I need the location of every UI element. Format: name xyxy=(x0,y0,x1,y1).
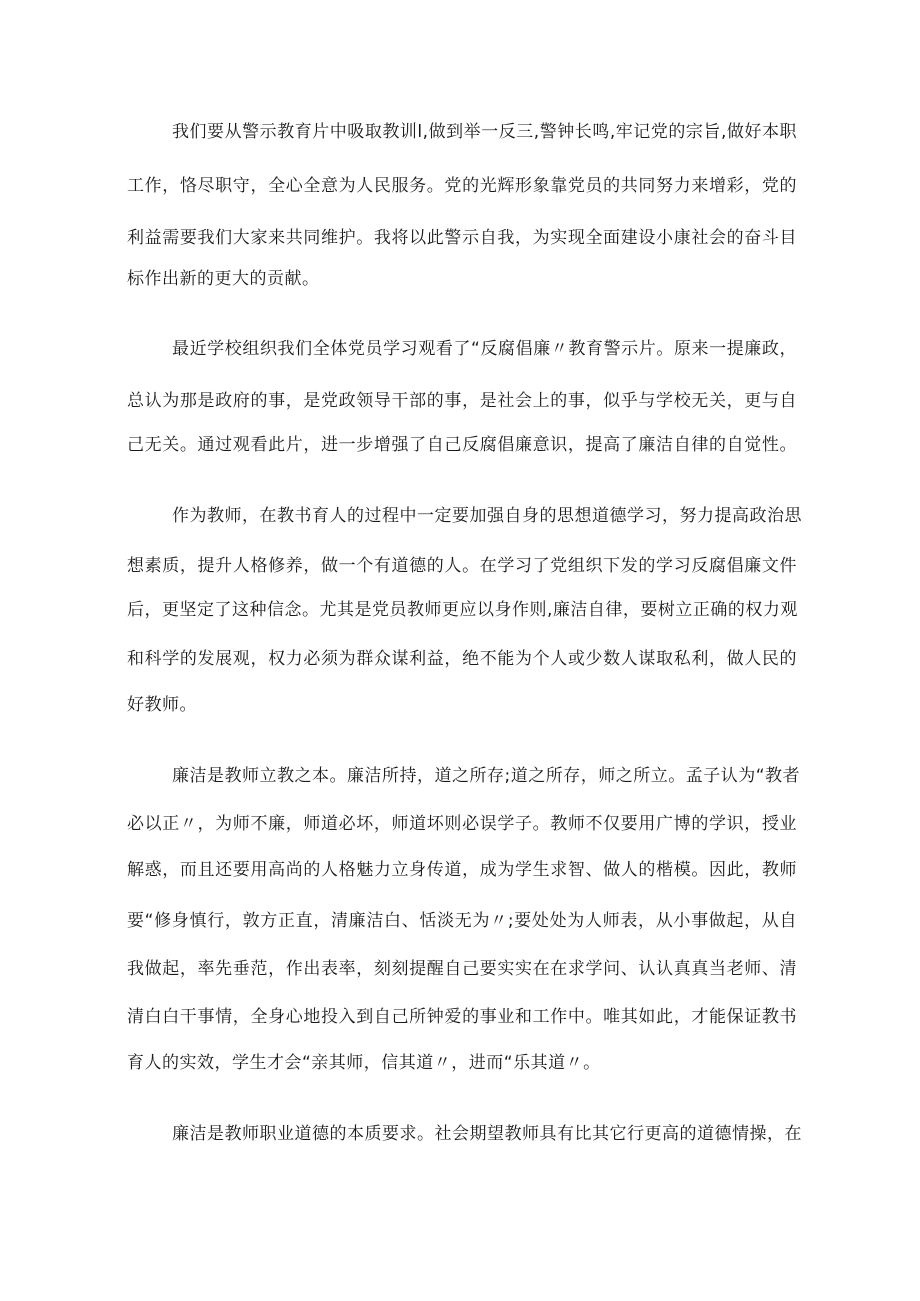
paragraph-4-line-5: 我做起，率先垂范，作出表率，刻刻提醒自己要实实在在求学问、认认真真当老师、清 xyxy=(127,959,797,979)
paragraph-3-line-3: 后，更坚定了这种信念。尤其是党员教师更应以身作则,廉洁自律，要树立正确的权力观 xyxy=(127,600,798,620)
paragraph-4-line-7: 育人的实效，学生才会“亲其师，信其道〃，进而“乐其道〃。 xyxy=(127,1053,601,1073)
paragraph-3-line-5: 好教师。 xyxy=(127,695,197,715)
paragraph-4-line-4: 要“修身慎行，敦方正直，清廉洁白、恬淡无为〃;要处处为人师表，从小事做起，从自 xyxy=(127,911,797,931)
paragraph-4-line-1: 廉洁是教师立教之本。廉洁所持，道之所存;道之所存，师之所立。孟子认为“教者 xyxy=(172,766,801,786)
paragraph-1-line-3: 利益需要我们大家来共同维护。我将以此警示自我，为实现全面建设小康社会的奋斗目 xyxy=(127,228,797,248)
paragraph-3-line-4: 和科学的发展观，权力必须为群众谋利益，绝不能为个人或少数人谋取私利，做人民的 xyxy=(127,649,797,669)
paragraph-4-line-6: 清白白干事情，全身心地投入到自己所钟爱的事业和工作中。唯其如此，才能保证教书 xyxy=(127,1007,797,1027)
paragraph-1-line-1: 我们要从警示教育片中吸取教训l,做到举一反三,警钟长鸣,牢记党的宗旨,做好本职 xyxy=(172,122,797,142)
paragraph-3-line-1: 作为教师，在教书育人的过程中一定要加强自身的思想道德学习，努力提高政治思 xyxy=(172,506,802,526)
paragraph-4-line-3: 解惑，而且还要用高尚的人格魅力立身传道，成为学生求智、做人的楷模。因此，教师 xyxy=(127,860,797,880)
paragraph-1-line-4: 标作出新的更大的贡献。 xyxy=(127,269,320,289)
paragraph-2-line-1: 最近学校组织我们全体党员学习观看了“反腐倡廉〃教育警示片。原来一提廉政， xyxy=(172,339,797,359)
paragraph-4-line-2: 必以正〃，为师不廉，师道必坏，师道坏则必误学子。教师不仅要用广博的学识，授业 xyxy=(127,814,797,834)
paragraph-3-line-2: 想素质，提升人格修养，做一个有道德的人。在学习了党组织下发的学习反腐倡廉文件 xyxy=(127,556,797,576)
paragraph-2-line-3: 己无关。通过观看此片，进一步增强了自己反腐倡廉意识，提高了廉洁自律的自觉性。 xyxy=(127,435,797,455)
paragraph-1-line-2: 工作，恪尽职守，全心全意为人民服务。党的光辉形象靠党员的共同努力来增彩，党的 xyxy=(127,176,797,196)
paragraph-2-line-2: 总认为那是政府的事，是党政领导干部的事，是社会上的事，似乎与学校无关，更与自 xyxy=(127,391,797,411)
paragraph-5-line-1: 廉洁是教师职业道德的本质要求。社会期望教师具有比其它行更高的道德情操，在 xyxy=(172,1124,802,1144)
